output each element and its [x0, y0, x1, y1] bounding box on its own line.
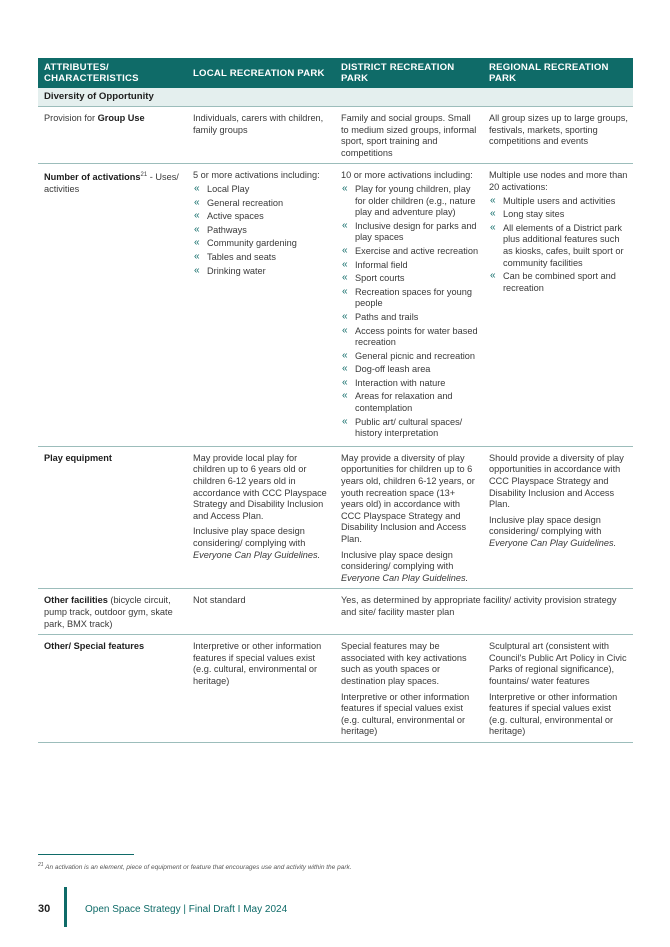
cell-regional: All group sizes up to large groups, festivals, markets, sporting competitions and events [489, 113, 628, 147]
cell-local [187, 164, 335, 445]
list-item: « Recreation spaces for young people [341, 287, 479, 310]
cell-local: Individuals, carers with children, family groups [193, 113, 324, 135]
cell-local [187, 447, 335, 589]
list-item: « Areas for relaxation and contemplation [341, 391, 479, 414]
list-item: « All elements of a District park plus additional features such as kiosks, cafes, built sport or community facilities [489, 223, 629, 269]
table-row-special [38, 635, 633, 743]
header-regional: REGIONAL RECREATION PARK [489, 62, 609, 84]
paragraph: May provide local play for children up to 6 years old or children 6-12 years old in accordance with CCC Playspace Strategy and Disability Inclusion and Access Plan. [193, 452, 327, 521]
list-item: « Drinking water [193, 266, 331, 278]
cell-regional [483, 447, 633, 589]
footer-divider [64, 887, 67, 927]
cell-intro: Multiple use nodes and more than 20 activations: [489, 170, 628, 192]
label-bold: Other facilities [44, 595, 108, 606]
footnote-number: 21 [38, 862, 44, 868]
cell-local: Not standard [193, 595, 246, 606]
label-bold: Other/ Special features [44, 641, 145, 652]
paragraph: Special features may be associated with key activations such as youth spaces or destination play spaces. [341, 641, 467, 686]
cell-district [335, 164, 483, 445]
header-local: LOCAL RECREATION PARK [193, 67, 325, 79]
table-row-play [38, 447, 633, 590]
list-item: « Inclusive design for parks and play spaces [341, 221, 479, 244]
label-bold: Number of activations [44, 172, 141, 183]
paragraph: Sculptural art (consistent with Council's Public Art Policy in Civic Parks of regional significance), fountains/ water features [489, 641, 627, 686]
page-footer [38, 897, 638, 927]
paragraph: May provide a diversity of play opportunities for children up to 6 years old, children 6-12 years, or youth recreation space (13+ years old) in accordance with CCC Playspace Strategy and Disability Inclusion and Access Plan. [341, 452, 475, 544]
page-number: 30 [38, 903, 51, 915]
guideline-title: Everyone Can Play Guidelines. [193, 549, 321, 560]
list-item: « Access points for water based recreation [341, 326, 479, 349]
label-suffix: - Uses/ activities [44, 172, 179, 195]
list-item: « Informal field [341, 260, 479, 272]
cell-regional [483, 164, 633, 445]
label-bold: Group Use [97, 113, 145, 123]
row-label [38, 107, 187, 163]
guideline-title: Everyone Can Play Guidelines. [341, 572, 469, 583]
list-item: « Interaction with nature [341, 378, 479, 390]
list-item: « Pathways [193, 225, 331, 237]
list-item: « Public art/ cultural spaces/ history interpretation [341, 417, 479, 440]
paragraph [193, 526, 331, 561]
footnote-ref: 21 [140, 172, 148, 179]
list-item: « Long stay sites [489, 209, 629, 221]
text: Inclusive play space design considering/ complying with [489, 514, 602, 537]
recreation-park-table [38, 58, 633, 743]
cell-district [335, 635, 483, 742]
list-regional [489, 196, 629, 295]
paragraph [341, 550, 479, 585]
text: Inclusive play space design considering/ complying with [341, 549, 454, 572]
label-rest: (bicycle circuit, pump track, outdoor gym, skate park, BMX track) [44, 595, 173, 629]
list-item: « Local Play [193, 184, 331, 196]
cell-intro: 10 or more activations including: [341, 170, 473, 181]
list-item: « Play for young children, play for older children (e.g., nature play and adventure play) [341, 184, 479, 219]
list-item: « Dog-off leash area [341, 364, 479, 376]
footnote-text: An activation is an element, piece of equipment or feature that encourages use and activity within the park. [45, 864, 352, 872]
list-item: « Tables and seats [193, 252, 331, 264]
row-label [38, 589, 187, 634]
list-item: « General recreation [193, 198, 331, 210]
paragraph: Interpretive or other information features if special values exist (e.g. cultural, environmental or heritage) [341, 691, 470, 737]
table-row-other-facilities [38, 589, 633, 635]
row-label [38, 447, 187, 589]
paragraph: Interpretive or other information features if special values exist (e.g. cultural, environmental or heritage) [489, 691, 618, 737]
footnote [38, 862, 352, 871]
guideline-title: Everyone Can Play Guidelines. [489, 538, 617, 548]
paragraph [489, 515, 629, 550]
list-item: « Exercise and active recreation [341, 246, 479, 258]
header-district: DISTRICT RECREATION PARK [341, 62, 455, 84]
table-row-group-use [38, 107, 633, 164]
cell-district-regional: Yes, as determined by appropriate facility/ activity provision strategy and site/ facility master plan [341, 595, 617, 617]
list-item: « Sport courts [341, 273, 479, 285]
list-item: « General picnic and recreation [341, 351, 479, 363]
list-district [341, 184, 479, 440]
cell-district [335, 447, 483, 589]
label-prefix: Provision for [44, 113, 98, 123]
list-item: « Can be combined sport and recreation [489, 271, 629, 294]
list-item: « Paths and trails [341, 312, 479, 324]
header-attributes: ATTRIBUTES/ CHARACTERISTICS [44, 62, 139, 84]
table-row-activations [38, 164, 633, 446]
cell-district: Family and social groups. Small to medium sized groups, informal sport, sport training and competitions [341, 113, 477, 158]
cell-intro: 5 or more activations including: [193, 170, 320, 181]
row-label [38, 164, 187, 445]
footer-text: Open Space Strategy | Final Draft I May 2024 [85, 904, 288, 915]
label-bold: Play equipment [44, 452, 112, 463]
text: Inclusive play space design considering/ complying with [193, 526, 306, 548]
list-item: « Community gardening [193, 238, 331, 250]
section-title: Diversity of Opportunity [38, 88, 633, 107]
list-local [193, 184, 331, 277]
footnote-divider [38, 854, 134, 855]
cell-local: Interpretive or other information features if special values exist (e.g. cultural, environmental or heritage) [193, 641, 322, 686]
cell-regional [483, 635, 633, 742]
list-item: « Active spaces [193, 211, 331, 223]
row-label [38, 635, 187, 742]
list-item: « Multiple users and activities [489, 196, 629, 208]
table-header [38, 58, 633, 88]
paragraph: Should provide a diversity of play opportunities in accordance with CCC Playspace Strategy and Disability Inclusion and Access Plan. [489, 452, 624, 510]
